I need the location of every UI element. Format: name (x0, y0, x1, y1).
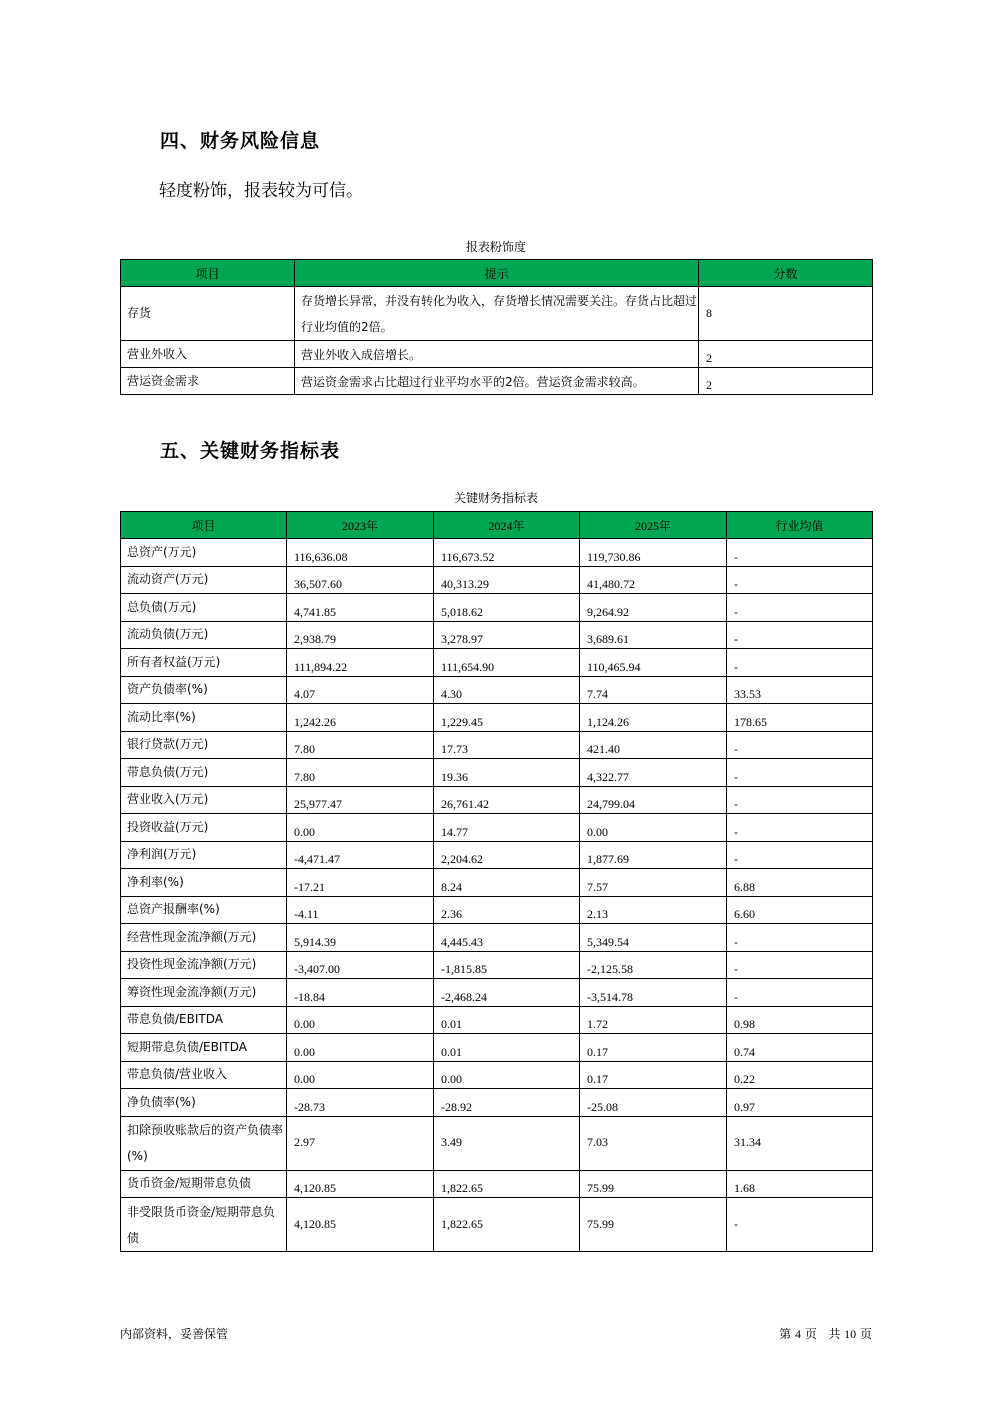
value-industry-avg: 0.97 (727, 1089, 873, 1117)
value-2023: 1,242.26 (287, 704, 434, 732)
value-2023: 2,938.79 (287, 621, 434, 649)
table-row (121, 1198, 873, 1252)
table-row (121, 368, 873, 395)
indicator-name: 非受限货币资金/短期带息负债 (121, 1198, 287, 1252)
table-row (121, 566, 873, 594)
page-total-prefix: 共 (828, 1327, 841, 1341)
table-row (121, 649, 873, 677)
table-row (121, 676, 873, 704)
value-2024: 5,018.62 (434, 594, 580, 622)
value-industry-avg: - (727, 759, 873, 787)
indicator-name: 营业收入(万元) (121, 786, 287, 814)
row-score: 8 (699, 287, 873, 341)
row-score: 2 (699, 368, 873, 395)
value-industry-avg: - (727, 566, 873, 594)
page-indicator (779, 1325, 872, 1342)
value-2025: 7.57 (580, 869, 727, 897)
table-row (121, 1006, 873, 1034)
page-label-prefix: 第 (779, 1327, 792, 1341)
value-industry-avg: 6.60 (727, 896, 873, 924)
value-2023: 0.00 (287, 814, 434, 842)
value-2024: 19.36 (434, 759, 580, 787)
col-header-2025: 2025年 (580, 512, 727, 539)
value-2025: 24,799.04 (580, 786, 727, 814)
table-row (121, 951, 873, 979)
value-2025: 2.13 (580, 896, 727, 924)
value-2024: -2,468.24 (434, 979, 580, 1007)
value-industry-avg: - (727, 731, 873, 759)
value-2024: 116,673.52 (434, 539, 580, 567)
risk-summary: 轻度粉饰，报表较为可信。 (159, 181, 363, 201)
value-industry-avg: 0.22 (727, 1061, 873, 1089)
value-2024: 1,822.65 (434, 1170, 580, 1198)
indicator-name: 流动比率(%) (121, 704, 287, 732)
indicator-name: 总负债(万元) (121, 594, 287, 622)
table-row (121, 1116, 873, 1170)
table-row (121, 704, 873, 732)
value-industry-avg: 1.68 (727, 1170, 873, 1198)
value-2023: 116,636.08 (287, 539, 434, 567)
table-row (121, 869, 873, 897)
value-industry-avg: 31.34 (727, 1116, 873, 1170)
value-2023: 4,741.85 (287, 594, 434, 622)
row-item: 营运资金需求 (121, 368, 295, 395)
value-industry-avg: - (727, 649, 873, 677)
value-industry-avg: - (727, 979, 873, 1007)
value-2024: 2.36 (434, 896, 580, 924)
value-2023: -18.84 (287, 979, 434, 1007)
value-2025: 421.40 (580, 731, 727, 759)
value-industry-avg: - (727, 951, 873, 979)
value-industry-avg: - (727, 1198, 873, 1252)
value-2024: 2,204.62 (434, 841, 580, 869)
value-2024: 14.77 (434, 814, 580, 842)
value-2024: 17.73 (434, 731, 580, 759)
indicator-name: 净负债率(%) (121, 1089, 287, 1117)
value-industry-avg: 6.88 (727, 869, 873, 897)
table-row (121, 341, 873, 368)
indicator-name: 总资产报酬率(%) (121, 896, 287, 924)
table-row (121, 759, 873, 787)
indicator-name: 总资产(万元) (121, 539, 287, 567)
value-industry-avg: 178.65 (727, 704, 873, 732)
value-2023: -4.11 (287, 896, 434, 924)
value-2024: 1,229.45 (434, 704, 580, 732)
col-header-hint: 提示 (295, 260, 699, 287)
value-industry-avg: - (727, 814, 873, 842)
col-header-item: 项目 (121, 260, 295, 287)
indicator-name: 带息负债/营业收入 (121, 1061, 287, 1089)
value-2023: 0.00 (287, 1034, 434, 1062)
value-2025: 7.74 (580, 676, 727, 704)
indicator-name: 扣除预收账款后的资产负债率(%) (121, 1116, 287, 1170)
value-2024: 26,761.42 (434, 786, 580, 814)
value-2025: 0.17 (580, 1034, 727, 1062)
table-row (121, 979, 873, 1007)
value-2025: 7.03 (580, 1116, 727, 1170)
table-row (121, 896, 873, 924)
value-industry-avg: 0.98 (727, 1006, 873, 1034)
indicator-name: 净利率(%) (121, 869, 287, 897)
value-2023: 111,894.22 (287, 649, 434, 677)
value-industry-avg: 0.74 (727, 1034, 873, 1062)
value-2023: 7.80 (287, 759, 434, 787)
indicator-name: 流动负债(万元) (121, 621, 287, 649)
row-hint: 营运资金需求占比超过行业平均水平的2倍。营运资金需求较高。 (295, 368, 699, 395)
indicator-name: 银行贷款(万元) (121, 731, 287, 759)
value-2025: -3,514.78 (580, 979, 727, 1007)
col-header-industry-avg: 行业均值 (727, 512, 873, 539)
table-row (121, 287, 873, 341)
table-row (121, 731, 873, 759)
whitewash-table (120, 259, 873, 395)
table-row (121, 924, 873, 952)
value-2023: 36,507.60 (287, 566, 434, 594)
indicator-name: 货币资金/短期带息负债 (121, 1170, 287, 1198)
value-2023: 0.00 (287, 1061, 434, 1089)
section-4-heading: 四、财务风险信息 (160, 130, 321, 152)
value-2024: -1,815.85 (434, 951, 580, 979)
value-2023: 4,120.85 (287, 1198, 434, 1252)
row-item: 存货 (121, 287, 295, 341)
page-label-mid: 页 (804, 1327, 817, 1341)
value-industry-avg: - (727, 539, 873, 567)
value-2024: 8.24 (434, 869, 580, 897)
value-2023: 7.80 (287, 731, 434, 759)
value-2025: 0.00 (580, 814, 727, 842)
value-industry-avg: - (727, 786, 873, 814)
value-2024: 0.00 (434, 1061, 580, 1089)
col-header-2024: 2024年 (434, 512, 580, 539)
value-2025: 119,730.86 (580, 539, 727, 567)
table-row (121, 1061, 873, 1089)
value-2025: 5,349.54 (580, 924, 727, 952)
table-row (121, 841, 873, 869)
value-industry-avg: - (727, 841, 873, 869)
value-industry-avg: - (727, 594, 873, 622)
value-2024: -28.92 (434, 1089, 580, 1117)
value-2025: 9,264.92 (580, 594, 727, 622)
value-2025: 0.17 (580, 1061, 727, 1089)
value-2023: -17.21 (287, 869, 434, 897)
col-header-item: 项目 (121, 512, 287, 539)
indicator-name: 带息负债/EBITDA (121, 1006, 287, 1034)
value-2023: 4.07 (287, 676, 434, 704)
value-2024: 0.01 (434, 1034, 580, 1062)
table-row (121, 539, 873, 567)
value-2024: 3.49 (434, 1116, 580, 1170)
table-row (121, 1170, 873, 1198)
indicator-name: 净利润(万元) (121, 841, 287, 869)
indicator-name: 流动资产(万元) (121, 566, 287, 594)
value-2023: 2.97 (287, 1116, 434, 1170)
table-row (121, 594, 873, 622)
whitewash-table-title: 报表粉饰度 (465, 240, 526, 254)
value-2024: 111,654.90 (434, 649, 580, 677)
page-total: 10 (844, 1327, 857, 1341)
table-row (121, 1034, 873, 1062)
value-2023: -4,471.47 (287, 841, 434, 869)
value-2025: -25.08 (580, 1089, 727, 1117)
value-2024: 1,822.65 (434, 1198, 580, 1252)
value-2023: 5,914.39 (287, 924, 434, 952)
indicator-name: 投资性现金流净额(万元) (121, 951, 287, 979)
table-row (121, 1089, 873, 1117)
col-header-score: 分数 (699, 260, 873, 287)
value-2023: -3,407.00 (287, 951, 434, 979)
indicator-name: 资产负债率(%) (121, 676, 287, 704)
value-industry-avg: 33.53 (727, 676, 873, 704)
row-hint: 营业外收入成倍增长。 (295, 341, 699, 368)
value-2023: 4,120.85 (287, 1170, 434, 1198)
value-2025: 1,124.26 (580, 704, 727, 732)
indicator-name: 所有者权益(万元) (121, 649, 287, 677)
value-2025: -2,125.58 (580, 951, 727, 979)
value-2023: -28.73 (287, 1089, 434, 1117)
value-2024: 4.30 (434, 676, 580, 704)
footer-confidential: 内部资料，妥善保管 (120, 1327, 229, 1341)
indicator-table-title: 关键财务指标表 (453, 491, 538, 505)
indicator-table (120, 511, 873, 1252)
value-2025: 110,465.94 (580, 649, 727, 677)
col-header-2023: 2023年 (287, 512, 434, 539)
value-industry-avg: - (727, 924, 873, 952)
row-score: 2 (699, 341, 873, 368)
value-2025: 1,877.69 (580, 841, 727, 869)
section-5-heading: 五、关键财务指标表 (160, 440, 341, 462)
indicator-name: 短期带息负债/EBITDA (121, 1034, 287, 1062)
value-2024: 40,313.29 (434, 566, 580, 594)
row-hint: 存货增长异常，并没有转化为收入，存货增长情况需要关注。存货占比超过行业均值的2倍。 (295, 287, 699, 341)
value-2025: 41,480.72 (580, 566, 727, 594)
page-label-suffix: 页 (859, 1327, 872, 1341)
value-2025: 3,689.61 (580, 621, 727, 649)
value-2025: 75.99 (580, 1170, 727, 1198)
value-2024: 4,445.43 (434, 924, 580, 952)
table-row (121, 621, 873, 649)
value-2025: 4,322.77 (580, 759, 727, 787)
value-2025: 1.72 (580, 1006, 727, 1034)
indicator-name: 带息负债(万元) (121, 759, 287, 787)
indicator-name: 投资收益(万元) (121, 814, 287, 842)
value-2023: 25,977.47 (287, 786, 434, 814)
value-2024: 0.01 (434, 1006, 580, 1034)
indicator-name: 筹资性现金流净额(万元) (121, 979, 287, 1007)
value-2023: 0.00 (287, 1006, 434, 1034)
table-row (121, 786, 873, 814)
value-industry-avg: - (727, 621, 873, 649)
row-item: 营业外收入 (121, 341, 295, 368)
indicator-name: 经营性现金流净额(万元) (121, 924, 287, 952)
table-row (121, 814, 873, 842)
value-2025: 75.99 (580, 1198, 727, 1252)
page-current: 4 (795, 1327, 802, 1341)
value-2024: 3,278.97 (434, 621, 580, 649)
